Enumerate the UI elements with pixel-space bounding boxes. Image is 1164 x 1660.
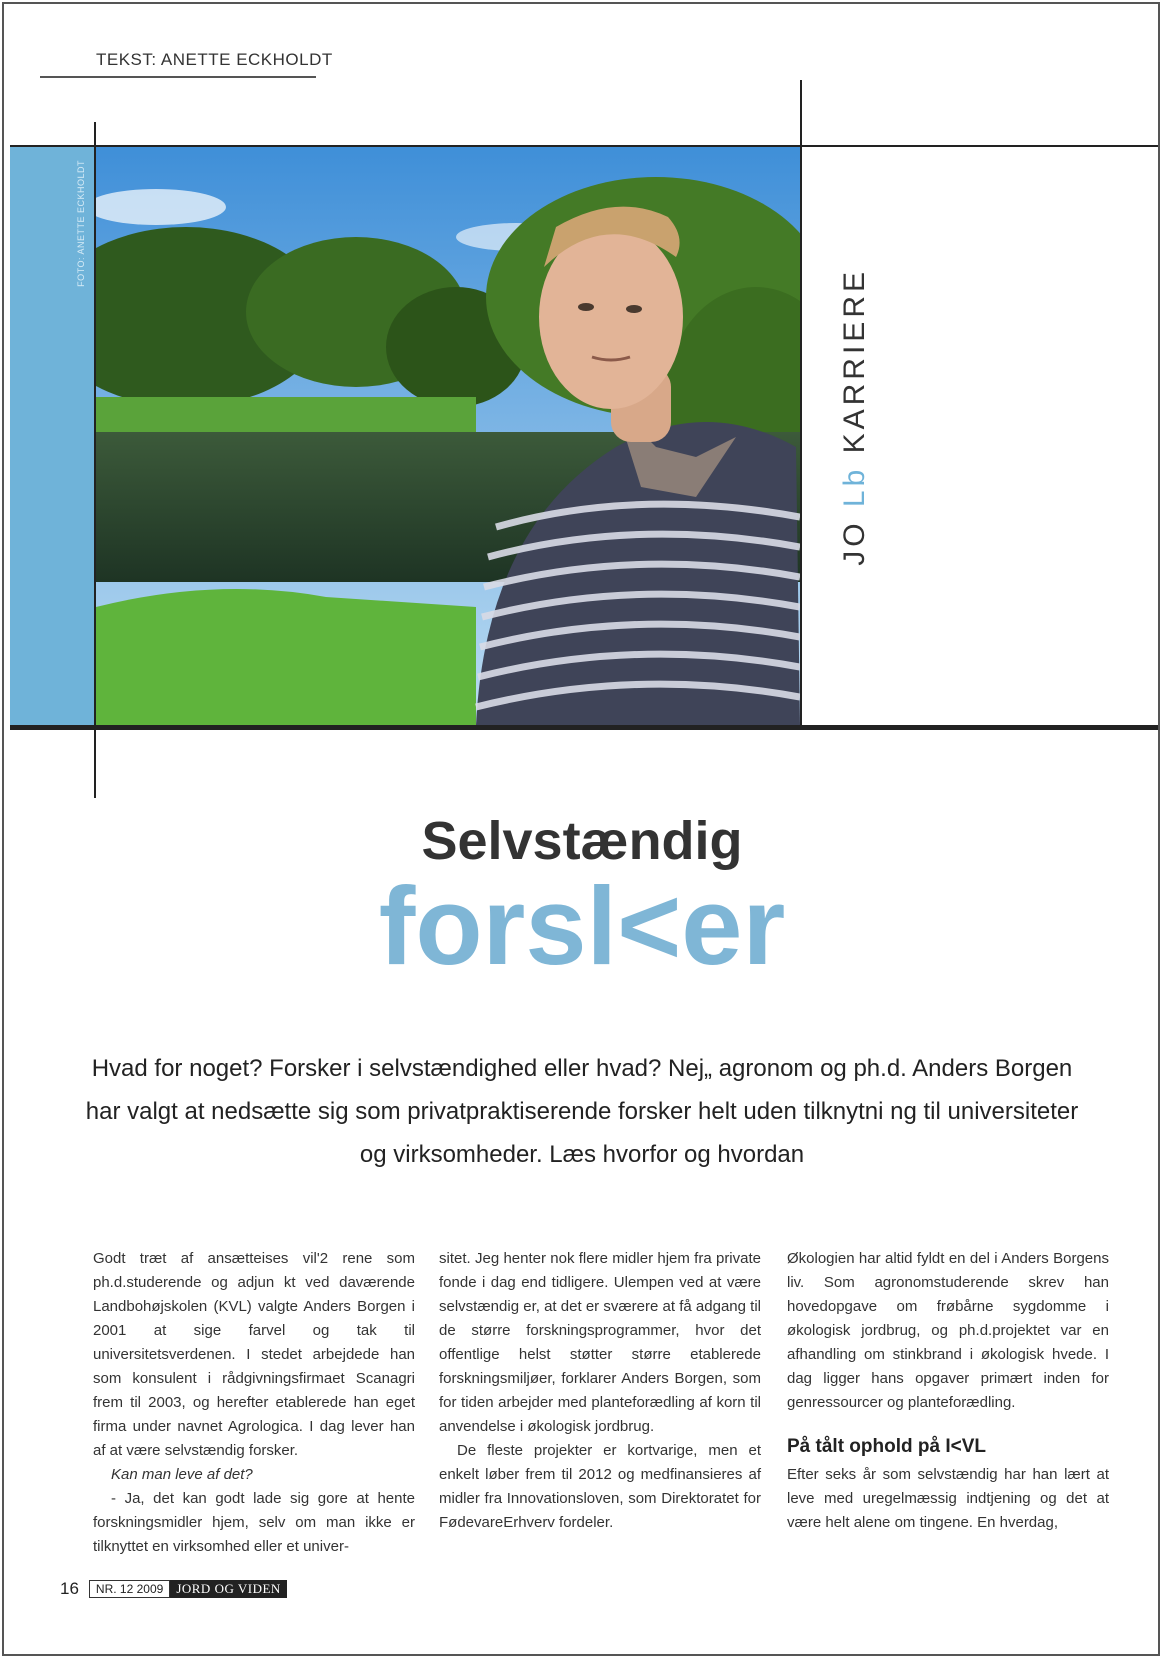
paragraph: Efter seks år som selvstændig har han lært at leve med uregelmæssig indtjening og det at være helt alene om tingene. En hverdag, [787, 1466, 1109, 1531]
section-word: KARRIERE [838, 268, 871, 454]
page-number: 16 [60, 1579, 79, 1598]
article-column-3 [787, 1247, 1109, 1535]
headline-line-1: Selvstændig [421, 811, 743, 871]
article-column-1 [93, 1247, 415, 1559]
top-rule [10, 145, 1158, 147]
lead-paragraph: Hvad for noget? Forsker i selvstændighed eller hvad? Nej„ agronom og ph.d. Anders Borgen har valgt at nedsætte sig som privatpraktiserende forsker helt uden tilknytni ng til universiteter og virksomheder. Læs hvorfor og hvordan [85, 1055, 1079, 1168]
paragraph: De fleste projekter er kortvarige, men et enkelt løber frem til 2012 og medfinansieres af midler fra Innovationsloven, som Direktoratet for FødevareErhverv fordeler. [439, 1442, 761, 1531]
photo-credit: FOTO: ANETTE ECKHOLDT [76, 160, 86, 287]
article-column-2 [439, 1247, 761, 1535]
paragraph: sitet. Jeg henter nok flere midler hjem fra private fonde i dag end tidligere. Ulempen ved at være selvstændig er, at det er sværere at få adgang til de større forskningsprogrammer, hvor det offentlige helst støtter større etablerede forskningsmiljøer, forklarer Anders Borgen, som for tiden arbejder med planteforædling af korn til anvendelse i økologisk jordbrug. [439, 1250, 761, 1435]
magazine-name: JORD OG VIDEN [170, 1580, 286, 1598]
section-label [838, 268, 872, 566]
left-vertical-rule [94, 122, 96, 798]
paragraph: Godt træt af ansætteises vil'2 rene som ph.d.studerende og adjun kt ved daværende Landbohøjskolen (KVL) valgte Anders Borgen i 2001 at sige farvel og tak til universitetsverdenen. I stedet arbejdede han som konsulent i rådgivningsfirmaet Scanagri frem til 2003, og herefter etablerede han eget firma under navnet Agrologica. I dag lever han af at være selvstændig forsker. [93, 1250, 415, 1459]
section-prefix: JO [838, 519, 871, 566]
byline-rule [40, 76, 316, 78]
interview-question: Kan man leve af det? [111, 1466, 253, 1483]
byline: TEKST: ANETTE ECKHOLDT [96, 50, 333, 69]
section-accent: Lb [838, 465, 871, 508]
photo-bottom-rule [10, 725, 1158, 730]
right-vertical-rule [800, 80, 802, 726]
paragraph: Økologien har altid fyldt en del i Anders Borgens liv. Som agronomstuderende skrev han hovedopgave om frøbårne sygdomme i økologisk jordbrug, og ph.d.projektet var en afhandling om stinkbrand i økologisk hvede. I dag ligger hans opgaver primært inden for genressourcer og planteforædling. [787, 1250, 1109, 1411]
page-footer [60, 1579, 287, 1599]
portrait-illustration [96, 147, 800, 725]
headline-line-2: forsl<er [378, 865, 786, 988]
issue-box: NR. 12 2009 [89, 1580, 170, 1598]
paragraph: - Ja, det kan godt lade sig gore at hente forskningsmidler hjem, selv om man ikke er tilknyttet en virksomhed eller et univer- [93, 1490, 415, 1555]
portrait-photo [96, 147, 800, 725]
subheading: På tålt ophold på I<VL [787, 1436, 986, 1457]
